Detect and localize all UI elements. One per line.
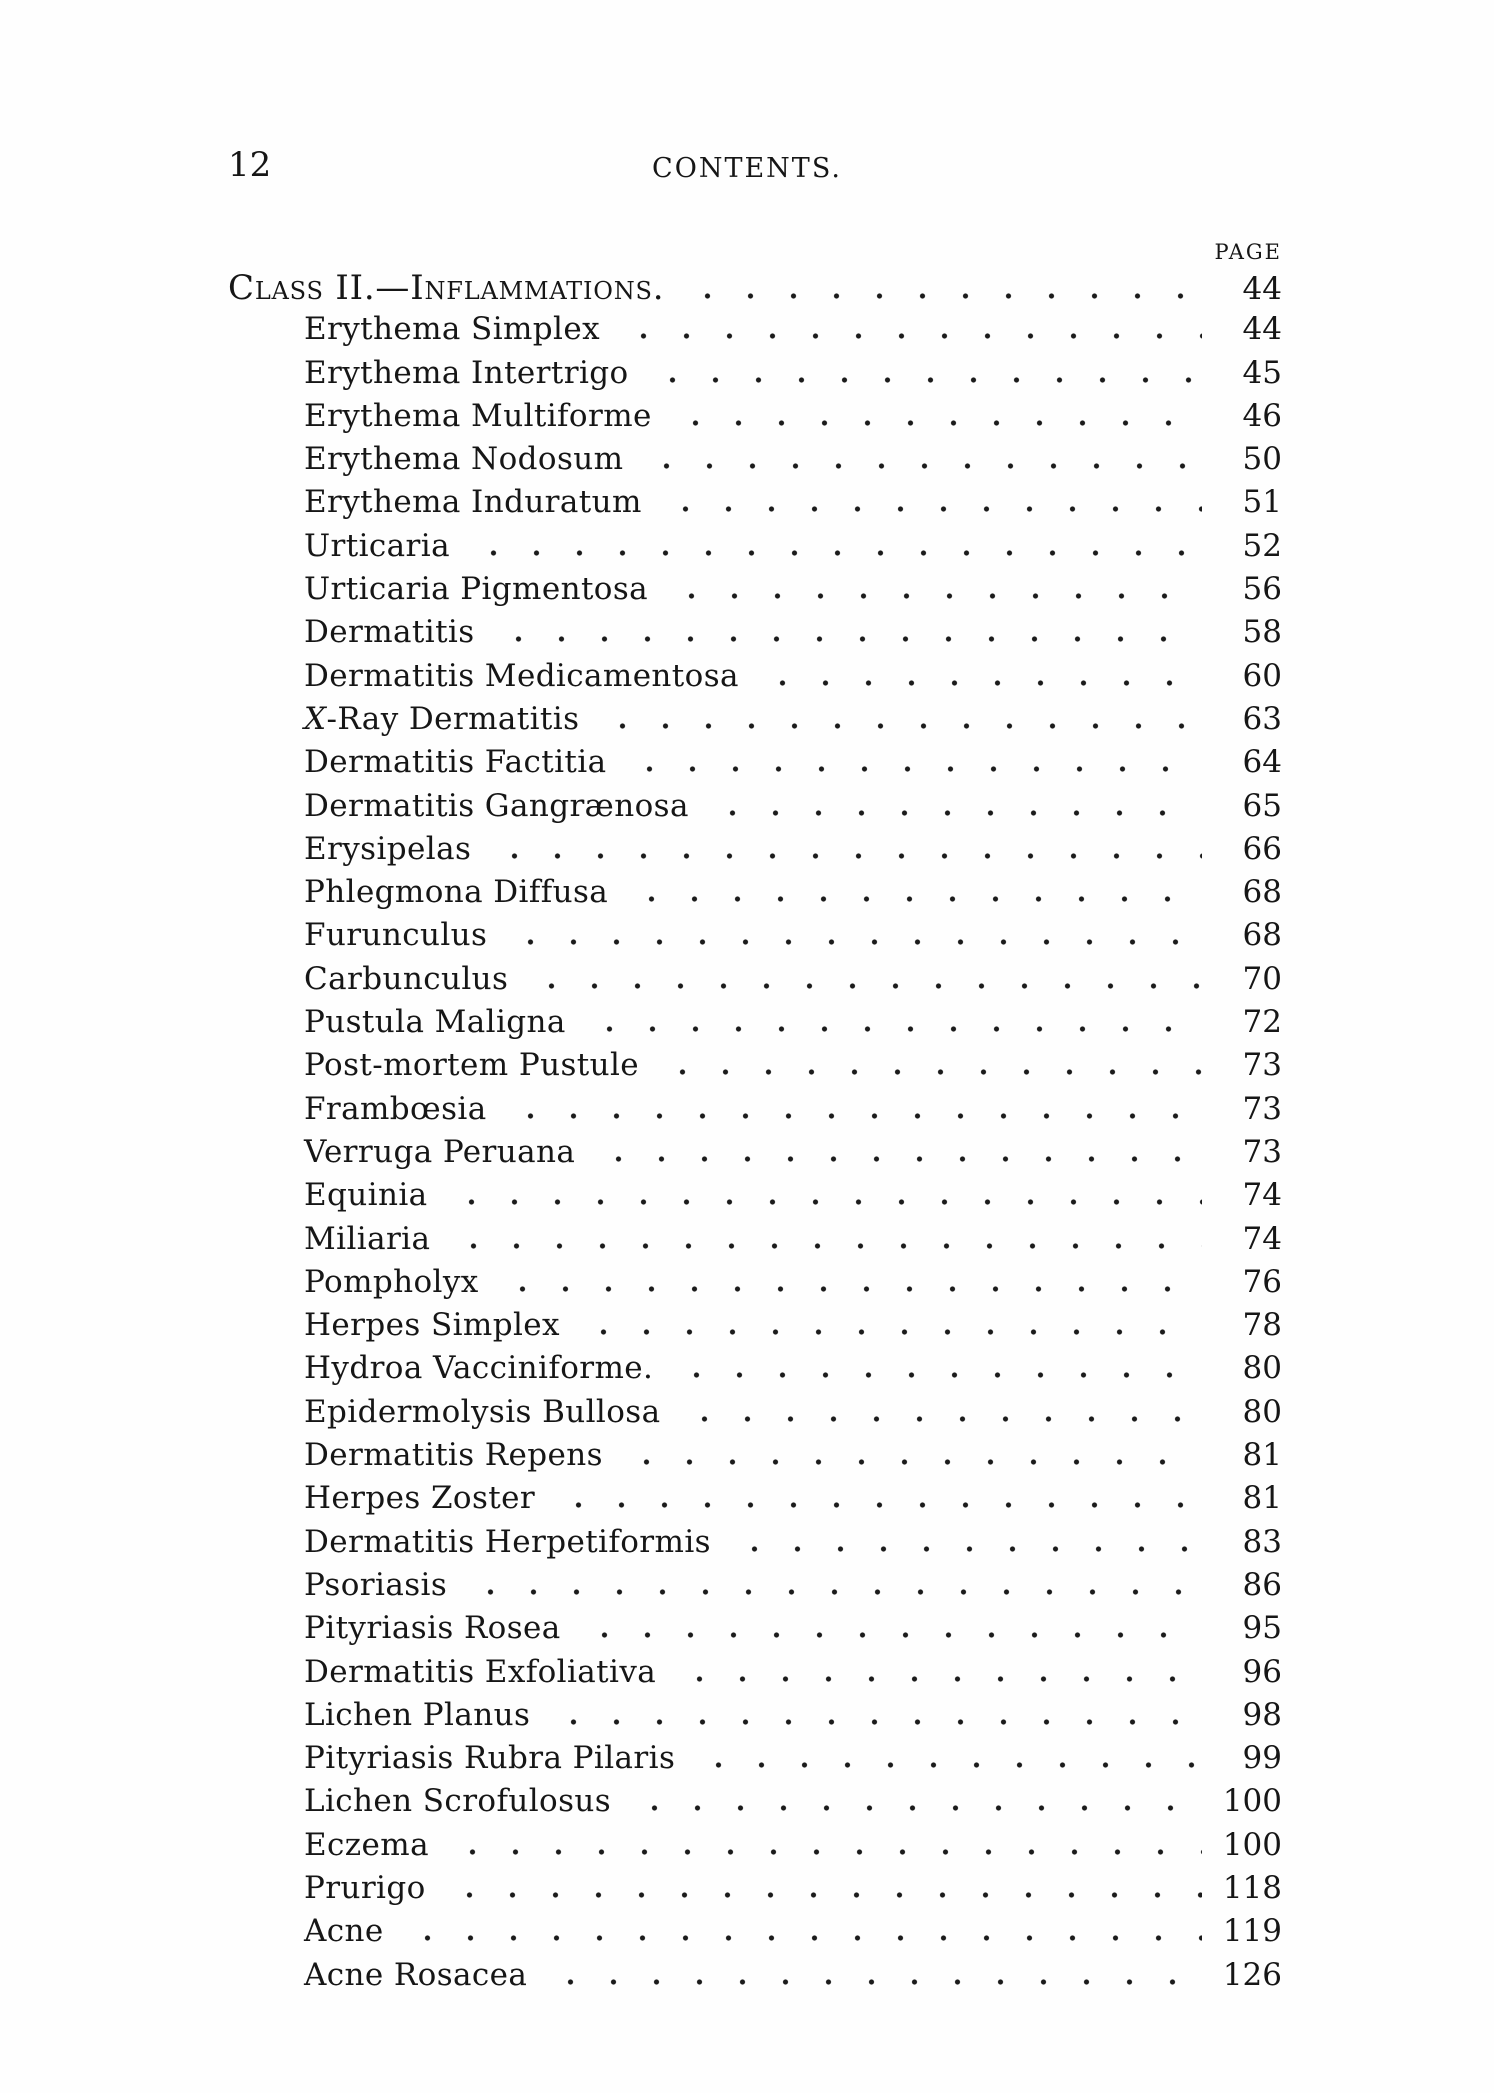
toc-entry-page-number: 50 <box>1242 441 1282 478</box>
toc-entry-page-number: 80 <box>1242 1393 1282 1430</box>
toc-entry <box>228 268 1282 311</box>
toc-entry <box>228 484 1282 527</box>
toc-entry-title: Eczema <box>304 1826 429 1863</box>
toc-entry-title: Lichen Scrofulosus <box>304 1783 612 1820</box>
toc-entry <box>228 311 1282 354</box>
toc-entry-page-number: 118 <box>1222 1869 1282 1906</box>
toc-entry <box>228 614 1282 657</box>
toc-entry-title: Pityriasis Rubra Pilaris <box>304 1740 676 1777</box>
toc-entry <box>228 355 1282 398</box>
toc-entry-page-number: 98 <box>1242 1696 1282 1733</box>
toc-entry-title: Erythema Nodosum <box>304 441 624 478</box>
toc-entry <box>228 1091 1282 1134</box>
toc-entry <box>228 1350 1282 1393</box>
toc-entry-title: Herpes Simplex <box>304 1307 560 1344</box>
toc-entry-title: Pityriasis Rosea <box>304 1610 561 1647</box>
toc-entry <box>228 398 1282 441</box>
toc-entry-page-number: 99 <box>1242 1740 1282 1777</box>
toc-entry-title: Erythema Intertrigo <box>304 354 629 391</box>
dot-leader <box>466 550 1202 556</box>
toc-entry-page-number: 46 <box>1242 397 1282 434</box>
toc-entry-title: Dermatitis Medicamentosa <box>304 657 739 694</box>
toc-entry <box>228 917 1282 960</box>
dot-leader <box>442 1892 1202 1898</box>
toc-entry <box>228 1221 1282 1264</box>
dot-leader <box>446 1243 1202 1249</box>
toc-entry-title: Post-mortem Pustule <box>304 1047 640 1084</box>
toc-entry <box>228 1783 1282 1826</box>
toc-entry-page-number: 51 <box>1242 484 1282 521</box>
toc-entry <box>228 1480 1282 1523</box>
dot-leader <box>495 1286 1202 1292</box>
dot-leader <box>624 896 1202 902</box>
toc-entry-title: Verruga Peruana <box>304 1133 576 1170</box>
dot-leader <box>595 723 1202 729</box>
toc-entry <box>228 658 1282 701</box>
toc-entry-title: Erysipelas <box>304 830 472 867</box>
dot-leader <box>677 1416 1203 1422</box>
toc-entry <box>228 1654 1282 1697</box>
dot-leader <box>591 1156 1202 1162</box>
dot-leader <box>664 593 1202 599</box>
toc-entry-title: Psoriasis <box>304 1566 448 1603</box>
toc-entry-title: Epidermolysis Bullosa <box>304 1393 661 1430</box>
toc-entry-page-number: 58 <box>1242 614 1282 651</box>
table-of-contents <box>228 268 1282 2000</box>
dot-leader <box>619 1459 1202 1465</box>
toc-entry-title: Pustula Maligna <box>304 1004 566 1041</box>
toc-entry-page-number: 52 <box>1242 527 1282 564</box>
toc-entry-page-number: 96 <box>1242 1653 1282 1690</box>
toc-entry-title: Dermatitis <box>304 614 475 651</box>
toc-entry <box>228 1567 1282 1610</box>
toc-entry-page-number: 70 <box>1242 960 1282 997</box>
toc-entry-title: Erythema Induratum <box>304 484 642 521</box>
toc-entry-page-number: 73 <box>1242 1090 1282 1127</box>
dot-leader <box>543 1979 1202 1985</box>
toc-entry <box>228 961 1282 1004</box>
toc-entry-title: Pompholyx <box>304 1263 479 1300</box>
toc-entry-page-number: 68 <box>1242 874 1282 911</box>
toc-entry-title: X-Ray Dermatitis <box>304 700 580 737</box>
toc-entry-page-number: 119 <box>1222 1913 1282 1950</box>
running-head-title: CONTENTS. <box>652 153 842 184</box>
dot-leader <box>445 1849 1202 1855</box>
toc-entry-page-number: 56 <box>1242 571 1282 608</box>
dot-leader <box>444 1199 1202 1205</box>
toc-entry <box>228 701 1282 744</box>
toc-entry <box>228 1177 1282 1220</box>
dot-leader <box>577 1632 1202 1638</box>
dot-leader <box>503 939 1202 945</box>
toc-entry-title: Carbunculus <box>304 960 509 997</box>
dot-leader <box>755 680 1202 686</box>
toc-entry-title: Dermatitis Factitia <box>304 744 607 781</box>
toc-entry <box>228 831 1282 874</box>
toc-entry <box>228 1047 1282 1090</box>
toc-entry-title: Acne <box>304 1913 384 1950</box>
toc-entry-title: Urticaria Pigmentosa <box>304 571 649 608</box>
dot-leader <box>546 1719 1202 1725</box>
toc-entry <box>228 1827 1282 1870</box>
dot-leader <box>655 1069 1202 1075</box>
toc-entry-page-number: 74 <box>1242 1220 1282 1257</box>
toc-entry <box>228 1307 1282 1350</box>
dot-leader <box>487 853 1202 859</box>
dot-leader <box>576 1329 1202 1335</box>
toc-entry-page-number: 78 <box>1242 1307 1282 1344</box>
toc-entry-page-number: 45 <box>1242 354 1282 391</box>
toc-entry-title: Prurigo <box>304 1869 426 1906</box>
toc-entry-title: Dermatitis Exfoliativa <box>304 1653 657 1690</box>
toc-entry-page-number: 60 <box>1242 657 1282 694</box>
dot-leader <box>491 636 1202 642</box>
toc-entry <box>228 571 1282 614</box>
dot-leader <box>658 506 1202 512</box>
page-column-label: PAGE <box>1214 240 1282 264</box>
toc-entry-page-number: 83 <box>1242 1523 1282 1560</box>
toc-entry-page-number: 66 <box>1242 830 1282 867</box>
toc-entry <box>228 874 1282 917</box>
toc-entry-page-number: 73 <box>1242 1047 1282 1084</box>
toc-entry-page-number: 65 <box>1242 787 1282 824</box>
toc-entry-page-number: 81 <box>1242 1480 1282 1517</box>
toc-entry-title: Equinia <box>304 1177 428 1214</box>
dot-leader <box>669 1372 1202 1378</box>
dot-leader <box>627 1805 1202 1811</box>
toc-entry <box>228 1437 1282 1480</box>
dot-leader <box>400 1935 1202 1941</box>
toc-entry-page-number: 126 <box>1222 1956 1282 1993</box>
dot-leader <box>639 463 1202 469</box>
dot-leader <box>727 1546 1202 1552</box>
toc-entry-page-number: 100 <box>1222 1783 1282 1820</box>
toc-entry-title: Herpes Zoster <box>304 1480 536 1517</box>
toc-entry <box>228 1697 1282 1740</box>
toc-entry-title: Class II.—Inflammations. <box>228 268 665 308</box>
dot-leader <box>705 810 1202 816</box>
toc-entry-title: Urticaria <box>304 527 450 564</box>
toc-entry-title: Dermatitis Herpetiformis <box>304 1523 711 1560</box>
toc-entry-title: Lichen Planus <box>304 1696 531 1733</box>
toc-entry-title: Phlegmona Diffusa <box>304 874 609 911</box>
toc-entry-page-number: 81 <box>1242 1437 1282 1474</box>
toc-entry-page-number: 76 <box>1242 1263 1282 1300</box>
toc-entry <box>228 1957 1282 2000</box>
dot-leader <box>503 1113 1202 1119</box>
dot-leader <box>645 377 1202 383</box>
toc-entry <box>228 1134 1282 1177</box>
toc-entry <box>228 1740 1282 1783</box>
toc-entry-title: Dermatitis Repens <box>304 1437 603 1474</box>
toc-entry-page-number: 80 <box>1242 1350 1282 1387</box>
toc-entry-page-number: 68 <box>1242 917 1282 954</box>
toc-entry-title: Erythema Multiforme <box>304 397 652 434</box>
toc-entry <box>228 744 1282 787</box>
toc-entry <box>228 788 1282 831</box>
toc-entry <box>228 1913 1282 1956</box>
toc-entry <box>228 528 1282 571</box>
dot-leader <box>680 293 1202 299</box>
toc-entry-page-number: 100 <box>1222 1826 1282 1863</box>
toc-entry-title: Miliaria <box>304 1220 431 1257</box>
toc-entry-title: Hydroa Vacciniforme. <box>304 1350 654 1387</box>
toc-entry <box>228 1394 1282 1437</box>
toc-entry <box>228 1610 1282 1653</box>
dot-leader <box>691 1762 1202 1768</box>
toc-entry-title: Erythema Simplex <box>304 311 600 348</box>
toc-entry-page-number: 63 <box>1242 700 1282 737</box>
toc-entry-title: Dermatitis Gangrænosa <box>304 787 689 824</box>
toc-entry-page-number: 73 <box>1242 1133 1282 1170</box>
page-number-folio: 12 <box>228 145 272 185</box>
toc-entry <box>228 441 1282 484</box>
toc-entry-page-number: 44 <box>1242 271 1282 307</box>
toc-entry <box>228 1524 1282 1567</box>
dot-leader <box>616 333 1202 339</box>
toc-entry-page-number: 86 <box>1242 1566 1282 1603</box>
toc-entry-page-number: 64 <box>1242 744 1282 781</box>
toc-entry-title: Acne Rosacea <box>304 1956 528 1993</box>
toc-entry-page-number: 74 <box>1242 1177 1282 1214</box>
dot-leader <box>582 1026 1202 1032</box>
toc-entry-page-number: 95 <box>1242 1610 1282 1647</box>
dot-leader <box>672 1676 1202 1682</box>
dot-leader <box>524 983 1202 989</box>
dot-leader <box>622 766 1202 772</box>
dot-leader <box>551 1502 1202 1508</box>
dot-leader <box>463 1589 1202 1595</box>
toc-entry-page-number: 72 <box>1242 1004 1282 1041</box>
dot-leader <box>668 420 1202 426</box>
toc-entry-title: Furunculus <box>304 917 488 954</box>
toc-entry <box>228 1870 1282 1913</box>
toc-entry <box>228 1264 1282 1307</box>
toc-entry <box>228 1004 1282 1047</box>
toc-entry-title: Frambœsia <box>304 1090 487 1127</box>
toc-entry-page-number: 44 <box>1242 311 1282 348</box>
